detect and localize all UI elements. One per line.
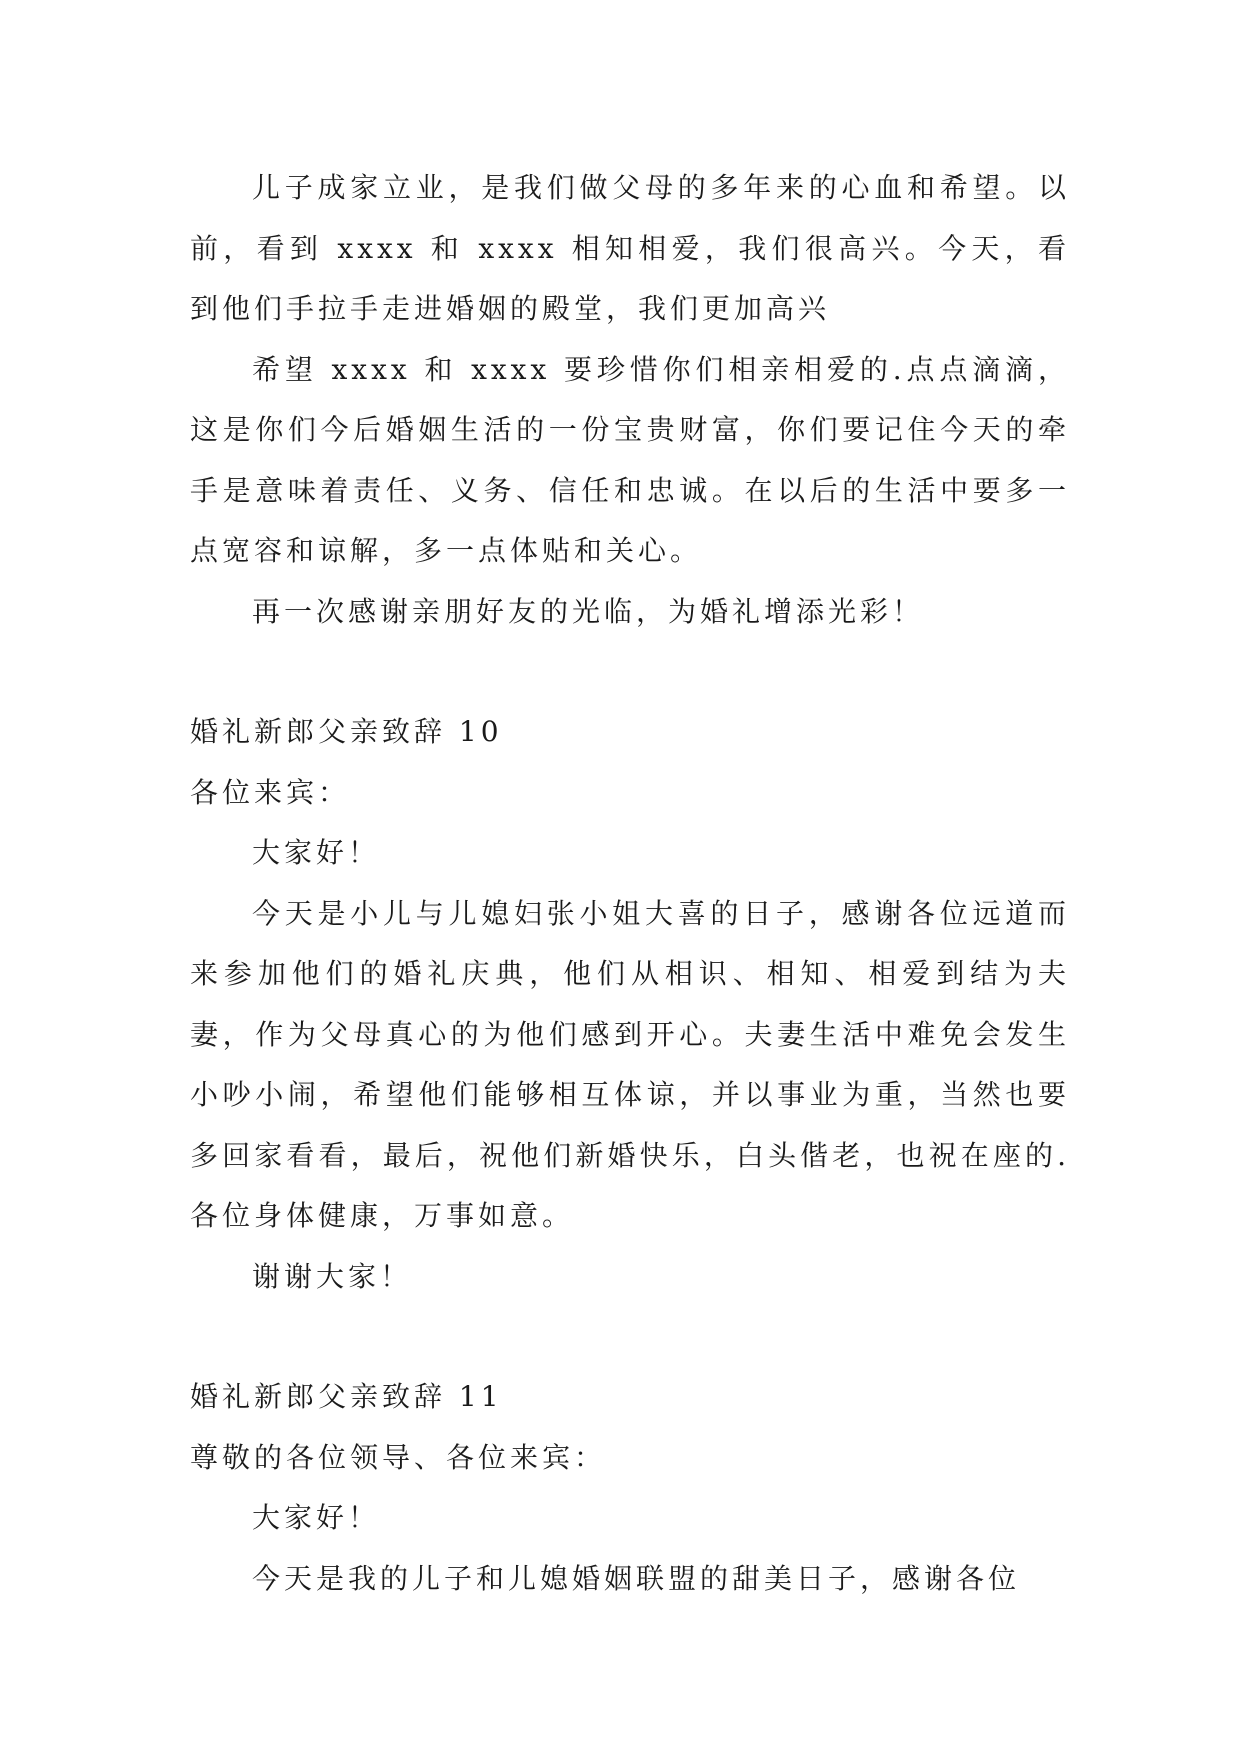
section-heading: 婚礼新郎父亲致辞 10 bbox=[190, 715, 503, 748]
speech-section bbox=[190, 158, 1070, 642]
speech-section bbox=[190, 702, 1070, 1307]
closing: 谢谢大家！ bbox=[252, 1259, 413, 1293]
section-spacer bbox=[190, 642, 1070, 702]
paragraph: 再一次感谢亲朋好友的光临，为婚礼增添光彩！ bbox=[252, 594, 925, 628]
section-spacer bbox=[190, 1307, 1070, 1367]
salutation: 尊敬的各位领导、各位来宾： bbox=[190, 1440, 607, 1474]
document-body bbox=[190, 158, 1070, 1609]
greeting: 大家好！ bbox=[252, 1501, 381, 1534]
paragraph: 今天是我的儿子和儿媳婚姻联盟的甜美日子，感谢各位 bbox=[252, 1561, 1021, 1595]
section-heading: 婚礼新郎父亲致辞 11 bbox=[190, 1380, 503, 1413]
greeting: 大家好！ bbox=[252, 836, 381, 869]
paragraph: 儿子成家立业，是我们做父母的多年来的心血和希望。以前，看到 xxxx 和 xxxx 相知相爱，我们很高兴。今天，看到他们手拉手走进婚姻的殿堂，我们更加高兴 bbox=[190, 171, 1070, 325]
paragraph: 希望 xxxx 和 xxxx 要珍惜你们相亲相爱的.点点滴滴，这是你们今后婚姻生活的一份宝贵财富，你们要记住今天的牵手是意味着责任、义务、信任和忠诚。在以后的生活中要多一点宽容和谅解，多一点体贴和关心。 bbox=[190, 352, 1070, 567]
salutation: 各位来宾： bbox=[190, 775, 351, 809]
paragraph: 今天是小儿与儿媳妇张小姐大喜的日子，感谢各位远道而来参加他们的婚礼庆典，他们从相识、相知、相爱到结为夫妻，作为父母真心的为他们感到开心。夫妻生活中难免会发生小吵小闹，希望他们能够相互体谅，并以事业为重，当然也要多回家看看，最后，祝他们新婚快乐，白头偕老，也祝在座的.各位身体健康，万事如意。 bbox=[190, 896, 1070, 1232]
speech-section bbox=[190, 1367, 1070, 1609]
